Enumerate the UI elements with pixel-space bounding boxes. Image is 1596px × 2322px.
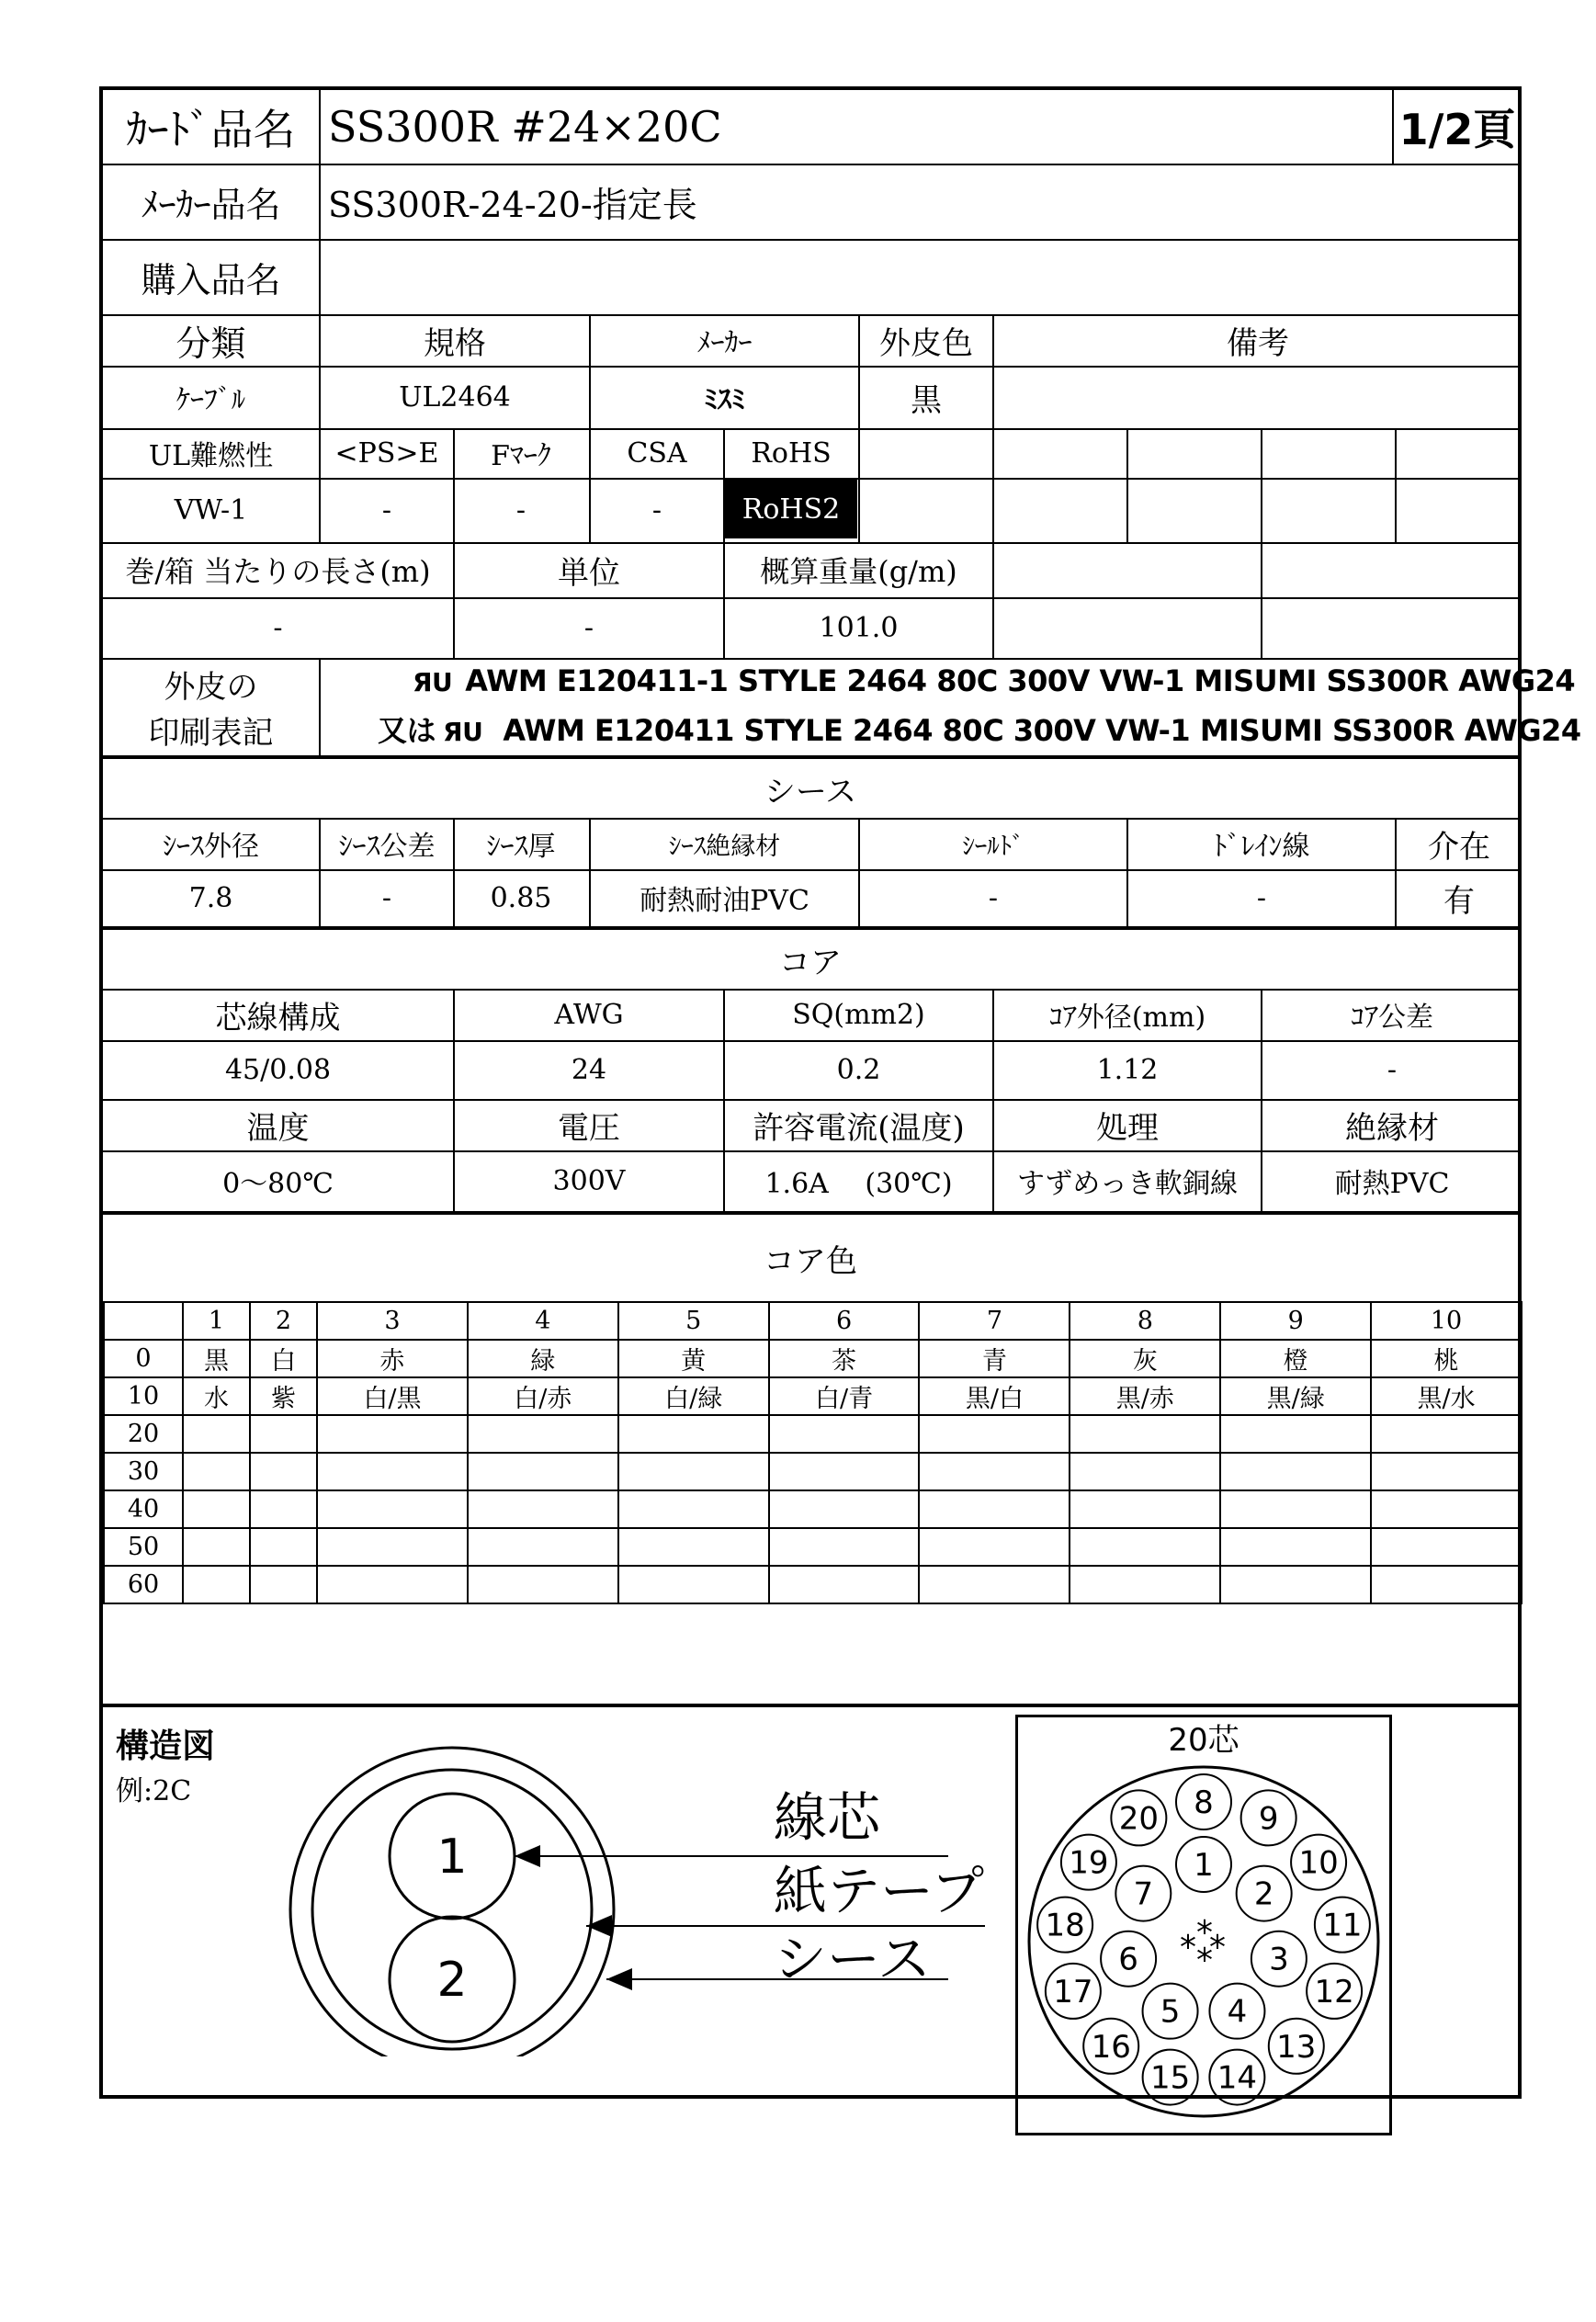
core-12-label: 12: [1314, 1973, 1354, 2011]
core-13-label: 13: [1276, 2028, 1317, 2066]
sheath-thickness-value: 0.85: [490, 881, 552, 914]
color-cell: 緑: [468, 1340, 618, 1377]
sheath-insulation-header: ｼｰｽ絶縁材: [668, 832, 781, 861]
color-cell: [250, 1490, 317, 1528]
table-row: [104, 1528, 1522, 1566]
color-cell: [919, 1528, 1070, 1566]
remarks-value: [994, 366, 1522, 428]
core-color-col-5: 5: [618, 1302, 769, 1340]
core-layout-box: [1015, 1715, 1392, 2135]
standards-value-row: [103, 478, 1518, 542]
f-mark-value: -: [515, 493, 526, 527]
core-color-col-8: 8: [1070, 1302, 1220, 1340]
page-number: 1/2頁: [1398, 105, 1516, 154]
core-tolerance-header: ｺｱ公差: [1351, 1002, 1433, 1034]
core-1-label: 1: [1194, 1847, 1214, 1884]
color-cell: [468, 1528, 618, 1566]
color-cell: [317, 1453, 468, 1490]
csa-value: -: [651, 493, 662, 527]
weight-value: 101.0: [819, 611, 899, 644]
color-cell: [769, 1528, 920, 1566]
sheath-od-header: ｼｰｽ外径: [163, 831, 259, 863]
color-cell: [919, 1566, 1070, 1603]
print-line-2: AWM E120411 STYLE 2464 80C 300V VW-1 MISUMI SS300R AWG24: [503, 713, 1581, 748]
color-cell: [250, 1415, 317, 1453]
maker-value: ﾐｽﾐ: [704, 384, 745, 416]
structure-title: 構造図: [116, 1727, 216, 1765]
svg-text:*: *: [1209, 1929, 1226, 1966]
svg-text:*: *: [1180, 1929, 1196, 1966]
core-color-title: コア色: [764, 1242, 857, 1280]
f-mark-header: Fﾏｰｸ: [491, 440, 551, 472]
conductor-value: 45/0.08: [224, 1053, 332, 1086]
core-value-row-1: [103, 1040, 1518, 1099]
table-row: [104, 1566, 1522, 1603]
awg-header: AWG: [554, 998, 624, 1031]
example-core-label-1: 1: [436, 1829, 468, 1885]
color-cell: [317, 1566, 468, 1603]
row-label: 50: [104, 1528, 183, 1566]
pse-value: -: [381, 493, 392, 527]
color-cell: [769, 1453, 920, 1490]
sheath-color-value: 黒: [911, 381, 942, 419]
flame-retardant-value: VW-1: [174, 493, 248, 527]
twenty-core-diagram: [1018, 1717, 1389, 2133]
sq-header: SQ(mm2): [792, 998, 925, 1031]
ul-mark-icon: ЯU: [413, 667, 453, 697]
color-cell: [769, 1490, 920, 1528]
core-header-row-2: [103, 1099, 1518, 1150]
core-count-label: 20芯: [1168, 1722, 1239, 1759]
color-cell: [1070, 1490, 1220, 1528]
core-od-header: ｺｱ外径(mm): [1048, 1002, 1206, 1034]
remarks-header: 備考: [1227, 324, 1289, 362]
current-value: 1.6A (30℃): [764, 1168, 953, 1200]
sheath-title: シース: [764, 773, 857, 810]
core-color-col-4: 4: [468, 1302, 618, 1340]
color-cell: [1070, 1528, 1220, 1566]
color-cell: [183, 1528, 250, 1566]
color-cell: [1371, 1566, 1522, 1603]
color-cell: [1220, 1528, 1371, 1566]
awg-value: 24: [571, 1053, 607, 1086]
color-cell: [1371, 1453, 1522, 1490]
length-per-roll-value: -: [273, 611, 283, 644]
core-11-label: 11: [1322, 1907, 1363, 1944]
color-cell: 白/黒: [317, 1377, 468, 1415]
print-text-area: [321, 658, 1581, 755]
color-cell: [250, 1528, 317, 1566]
color-cell: 黒/水: [1371, 1377, 1522, 1415]
core-10-label: 10: [1298, 1844, 1339, 1882]
sheath-tolerance-header: ｼｰｽ公差: [338, 831, 436, 863]
leader-core-arrow-icon: [515, 1845, 540, 1867]
purchase-value: [321, 239, 1423, 314]
sheath-header-row: [103, 818, 1518, 869]
core-color-col-2: 2: [250, 1302, 317, 1340]
print-label-2: 印刷表記: [148, 714, 274, 752]
row-label: 20: [104, 1415, 183, 1453]
classification-value: ｹｰﾌﾞﾙ: [176, 384, 245, 416]
standards-header-row: [103, 428, 1518, 478]
sheath-label: シース: [774, 1928, 932, 1990]
row-label: 60: [104, 1566, 183, 1603]
core-20-label: 20: [1118, 1800, 1159, 1838]
purchase-row: [103, 239, 1518, 314]
maker-part-label: ﾒｰｶｰ品名: [141, 184, 281, 225]
core-value-row-2: [103, 1150, 1518, 1211]
sheath-title-row: [103, 759, 1518, 818]
color-cell: [468, 1490, 618, 1528]
rohs-value: RoHS2: [725, 480, 857, 538]
row-label: 30: [104, 1453, 183, 1490]
svg-text:*: *: [1196, 1942, 1213, 1979]
color-cell: [1220, 1490, 1371, 1528]
sq-value: 0.2: [836, 1053, 881, 1086]
core-header-row-1: [103, 989, 1518, 1040]
core-color-col-6: 6: [769, 1302, 920, 1340]
color-cell: [919, 1490, 1070, 1528]
sheath-color-header: 外皮色: [879, 324, 973, 362]
core-18-label: 18: [1045, 1907, 1085, 1944]
core-od-value: 1.12: [1096, 1053, 1159, 1086]
classification-header: 分類: [175, 323, 246, 364]
color-cell: 赤: [317, 1340, 468, 1377]
table-row: [104, 1490, 1522, 1528]
color-cell: [183, 1453, 250, 1490]
maker-part-value: SS300R-24-20-指定長: [328, 184, 697, 225]
core-color-header-row: [104, 1302, 1522, 1340]
filler-value: 有: [1443, 882, 1475, 920]
color-cell: [1070, 1566, 1220, 1603]
core-color-table: [103, 1301, 1522, 1604]
color-cell: 青: [919, 1340, 1070, 1377]
color-cell: 黒/白: [919, 1377, 1070, 1415]
color-cell: [618, 1453, 769, 1490]
conductor-header: 芯線構成: [215, 999, 341, 1036]
color-cell: [769, 1566, 920, 1603]
core-3-label: 3: [1269, 1941, 1289, 1978]
leader-sheath-arrow-icon: [606, 1968, 632, 1990]
example-core-label-2: 2: [436, 1953, 468, 2008]
color-cell: 白/緑: [618, 1377, 769, 1415]
core-wire-label: 線芯: [774, 1786, 881, 1849]
table-row: [104, 1340, 1522, 1377]
flame-retardant-header: UL難燃性: [148, 440, 274, 472]
table-row: [104, 1377, 1522, 1415]
color-cell: [919, 1415, 1070, 1453]
color-cell: [183, 1415, 250, 1453]
sheath-tolerance-value: -: [381, 881, 392, 914]
color-cell: [317, 1528, 468, 1566]
classification-value-row: [103, 366, 1518, 428]
color-cell: 灰: [1070, 1340, 1220, 1377]
color-cell: 黒/緑: [1220, 1377, 1371, 1415]
color-cell: [1070, 1453, 1220, 1490]
length-header-row: [103, 542, 1518, 597]
core-color-col-9: 9: [1220, 1302, 1371, 1340]
color-cell: [250, 1566, 317, 1603]
color-cell: [1220, 1453, 1371, 1490]
sheath-thickness-header: ｼｰｽ厚: [486, 831, 556, 863]
core-8-label: 8: [1194, 1784, 1214, 1821]
shield-header: ｼｰﾙﾄﾞ: [962, 832, 1024, 861]
current-header: 許容電流(温度): [753, 1109, 965, 1147]
row-label: 10: [104, 1377, 183, 1415]
table-row: [104, 1415, 1522, 1453]
core-7-label: 7: [1133, 1875, 1154, 1913]
paper-tape-label: 紙テープ: [774, 1860, 985, 1922]
core-tolerance-value: -: [1387, 1053, 1398, 1086]
drain-wire-header: ﾄﾞﾚｲﾝ線: [1213, 831, 1310, 863]
core-color-corner: [104, 1302, 183, 1340]
row-label: 0: [104, 1340, 183, 1377]
insulation-header: 絶縁材: [1345, 1109, 1439, 1147]
treatment-value: すずめっき軟銅線: [1017, 1168, 1238, 1200]
standard-value: UL2464: [399, 380, 511, 413]
card-name-label: ｶｰﾄﾞ品名: [126, 105, 296, 154]
color-cell: 紫: [250, 1377, 317, 1415]
maker-part-row: [103, 164, 1518, 239]
core-5-label: 5: [1160, 1993, 1181, 2031]
unit-header: 単位: [558, 554, 620, 592]
core-14-label: 14: [1217, 2059, 1258, 2097]
color-cell: 白/赤: [468, 1377, 618, 1415]
ul-mark-icon-2: ЯU: [443, 717, 483, 747]
core-color-col-3: 3: [317, 1302, 468, 1340]
length-per-roll-header: 巻/箱 当たりの長さ(m): [125, 554, 431, 589]
color-cell: [468, 1415, 618, 1453]
color-cell: [1070, 1415, 1220, 1453]
csa-header: CSA: [627, 436, 687, 470]
color-cell: [919, 1453, 1070, 1490]
drain-wire-value: -: [1256, 881, 1267, 914]
core-title: コア: [779, 944, 842, 981]
core-9-label: 9: [1258, 1800, 1279, 1838]
color-cell: 黒: [183, 1340, 250, 1377]
core-color-col-10: 10: [1371, 1302, 1522, 1340]
color-cell: 桃: [1371, 1340, 1522, 1377]
color-cell: [618, 1490, 769, 1528]
classification-header-row: [103, 314, 1518, 366]
core-19-label: 19: [1069, 1844, 1109, 1882]
core-15-label: 15: [1149, 2059, 1191, 2097]
core-6-label: 6: [1118, 1941, 1138, 1978]
sheath-value-row: [103, 869, 1518, 926]
core-17-label: 17: [1053, 1973, 1093, 2011]
color-cell: [1371, 1528, 1522, 1566]
color-cell: [618, 1415, 769, 1453]
spec-sheet: [99, 86, 1581, 2099]
print-label-1: 外皮の: [164, 668, 258, 706]
core-color-col-1: 1: [183, 1302, 250, 1340]
two-core-diagram: [287, 1689, 1077, 2056]
core-2-label: 2: [1253, 1875, 1274, 1913]
core-color-col-7: 7: [919, 1302, 1070, 1340]
purchase-label: 購入品名: [141, 259, 281, 300]
row-label: 40: [104, 1490, 183, 1528]
color-cell: [468, 1453, 618, 1490]
color-cell: [1371, 1415, 1522, 1453]
voltage-value: 300V: [552, 1164, 626, 1197]
insulation-value: 耐熱PVC: [1334, 1168, 1450, 1200]
rohs-header: RoHS: [751, 436, 832, 470]
pse-header: <PS>E: [334, 436, 439, 470]
weight-header: 概算重量(g/m): [760, 554, 957, 589]
color-cell: 黒/赤: [1070, 1377, 1220, 1415]
temperature-header: 温度: [246, 1109, 310, 1147]
treatment-header: 処理: [1096, 1109, 1159, 1147]
print-or-prefix: 又は: [378, 713, 436, 748]
print-marking-row: [103, 658, 1581, 755]
table-row: [104, 1453, 1522, 1490]
maker-header: ﾒｰｶｰ: [696, 327, 753, 359]
svg-text:*: *: [1196, 1914, 1213, 1952]
color-cell: [618, 1566, 769, 1603]
length-value-row: [103, 597, 1518, 658]
color-cell: [468, 1566, 618, 1603]
shield-value: -: [988, 881, 999, 914]
color-cell: [1371, 1490, 1522, 1528]
color-cell: [769, 1415, 920, 1453]
filler-asterisk-icon: [1180, 1914, 1226, 1979]
core-color-title-row: [103, 1215, 1518, 1301]
structure-example-label: 例:2C: [116, 1775, 192, 1807]
color-cell: 水: [183, 1377, 250, 1415]
color-cell: [618, 1528, 769, 1566]
color-cell: [183, 1566, 250, 1603]
card-name-row: [103, 90, 1518, 164]
color-cell: [317, 1490, 468, 1528]
color-cell: 茶: [769, 1340, 920, 1377]
color-cell: [1220, 1415, 1371, 1453]
color-cell: [1220, 1566, 1371, 1603]
sheath-insulation-value: 耐熱耐油PVC: [640, 885, 809, 917]
unit-value: -: [583, 611, 594, 644]
print-line-1: AWM E120411-1 STYLE 2464 80C 300V VW-1 MISUMI SS300R AWG24: [465, 663, 1576, 698]
color-cell: [183, 1490, 250, 1528]
standard-header: 規格: [424, 324, 486, 362]
color-cell: [250, 1453, 317, 1490]
temperature-value: 0～80℃: [222, 1168, 334, 1200]
card-name-value: SS300R #24×20C: [328, 102, 722, 152]
sheath-od-value: 7.8: [188, 881, 233, 914]
color-cell: 白: [250, 1340, 317, 1377]
color-cell: [317, 1415, 468, 1453]
filler-header: 介在: [1428, 828, 1490, 866]
core-4-label: 4: [1227, 1993, 1248, 2031]
core-16-label: 16: [1091, 2028, 1131, 2066]
color-cell: 黄: [618, 1340, 769, 1377]
color-cell: 白/青: [769, 1377, 920, 1415]
core-title-row: [103, 930, 1518, 989]
voltage-header: 電圧: [558, 1109, 620, 1147]
color-cell: 橙: [1220, 1340, 1371, 1377]
